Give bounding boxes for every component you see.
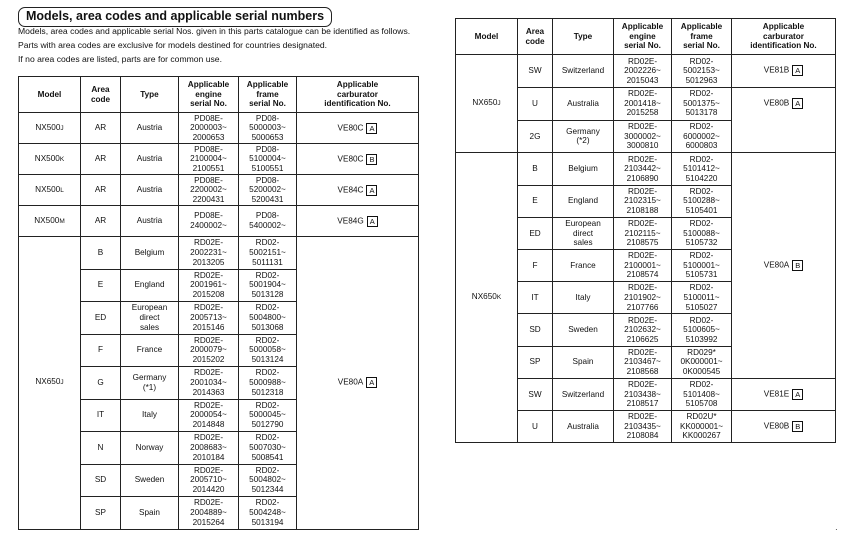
engine-serial-cell: PD08E- 2200002~ 2200431 xyxy=(179,175,239,206)
area-code-header: Area code xyxy=(518,19,553,55)
area-code-cell: N xyxy=(81,432,121,465)
frame-serial-header: Applicable frame serial No. xyxy=(672,19,732,55)
area-code-cell: 2G xyxy=(518,120,553,153)
engine-serial-cell: RD02E- 2103435~ 2108084 xyxy=(614,410,672,442)
carb-variant-box: A xyxy=(367,216,378,227)
area-code-cell: AR xyxy=(81,113,121,144)
type-cell: Belgium xyxy=(121,237,179,270)
frame-serial-cell: RD02- 5001904~ 5013128 xyxy=(239,269,297,302)
type-cell: Switzerland xyxy=(553,55,614,88)
frame-serial-cell: PD08- 5100004~ 5100551 xyxy=(239,144,297,175)
type-cell: Spain xyxy=(553,346,614,378)
carb-variant-box: A xyxy=(366,377,377,388)
intro-line-2: Parts with area codes are exclusive for models destined for countries designated. xyxy=(18,40,328,50)
frame-serial-cell: RD029* 0K000001~ 0K000545 xyxy=(672,346,732,378)
area-code-cell: F xyxy=(518,249,553,281)
engine-serial-cell: RD02E- 2103442~ 2106890 xyxy=(614,153,672,185)
area-code-cell: SW xyxy=(518,378,553,410)
serial-table-right xyxy=(455,18,836,443)
engine-serial-cell: RD02E- 2102632~ 2106625 xyxy=(614,314,672,346)
area-code-cell: IT xyxy=(518,282,553,314)
model-cell: NX500L xyxy=(19,175,81,206)
engine-serial-cell: RD02E- 2103438~ 2108517 xyxy=(614,378,672,410)
area-code-cell: U xyxy=(518,410,553,442)
engine-serial-cell: RD02E- 3000002~ 3000810 xyxy=(614,120,672,153)
engine-serial-cell: RD02E- 2002226~ 2015043 xyxy=(614,55,672,88)
carburator-id-header: Applicable carburator identification No. xyxy=(297,77,419,113)
engine-serial-cell: RD02E- 2001418~ 2015258 xyxy=(614,87,672,120)
area-code-cell: B xyxy=(81,237,121,270)
frame-serial-cell: RD02- 6000002~ 6000803 xyxy=(672,120,732,153)
engine-serial-cell: PD08E- 2400002~ xyxy=(179,206,239,237)
engine-serial-cell: RD02E- 2102315~ 2108188 xyxy=(614,185,672,217)
area-code-cell: ED xyxy=(81,302,121,335)
frame-serial-cell: RD02- 5007030~ 5008541 xyxy=(239,432,297,465)
engine-serial-cell: RD02E- 2100001~ 2108574 xyxy=(614,249,672,281)
type-cell: Austria xyxy=(121,206,179,237)
frame-serial-cell: PD08- 5000003~ 5000653 xyxy=(239,113,297,144)
frame-serial-cell: RD02- 5101412~ 5104220 xyxy=(672,153,732,185)
carb-variant-box: A xyxy=(366,185,377,196)
type-cell: Norway xyxy=(121,432,179,465)
section-title: Models, area codes and applicable serial numbers xyxy=(18,7,332,27)
type-cell: England xyxy=(121,269,179,302)
carb-variant-box: A xyxy=(792,98,803,109)
frame-serial-cell: RD02- 5100001~ 5105731 xyxy=(672,249,732,281)
engine-serial-cell: RD02E- 2000079~ 2015202 xyxy=(179,334,239,367)
intro-line-3: If no area codes are listed, parts are for common use. xyxy=(18,54,222,64)
area-code-cell: AR xyxy=(81,206,121,237)
carburator-cell xyxy=(732,120,836,153)
engine-serial-header: Applicable engine serial No. xyxy=(179,77,239,113)
carburator-id-header: Applicable carburator identification No. xyxy=(732,19,836,55)
frame-serial-cell: RD02- 5000045~ 5012790 xyxy=(239,399,297,432)
carburator-cell: VE80C A xyxy=(297,113,419,144)
model-cell: NX500K xyxy=(19,144,81,175)
area-code-cell: ED xyxy=(518,217,553,249)
area-code-cell: G xyxy=(81,367,121,400)
intro-line-1: Models, area codes and applicable serial Nos. given in this parts catalogue can be identified as follows. xyxy=(18,26,411,36)
carburator-cell: VE80B B xyxy=(732,410,836,442)
area-code-header: Area code xyxy=(81,77,121,113)
engine-serial-cell: RD02E- 2001034~ 2014363 xyxy=(179,367,239,400)
model-cell: NX650J xyxy=(456,55,518,153)
type-cell: Australia xyxy=(553,87,614,120)
carb-variant-box: B xyxy=(792,260,803,271)
carburator-cell: VE81E A xyxy=(732,378,836,410)
carburator-cell: VE80A A xyxy=(297,237,419,530)
engine-serial-cell: RD02E- 2102115~ 2108575 xyxy=(614,217,672,249)
type-cell: England xyxy=(553,185,614,217)
frame-serial-cell: RD02- 5100088~ 5105732 xyxy=(672,217,732,249)
frame-serial-cell: RD02- 5002153~ 5012963 xyxy=(672,55,732,88)
type-cell: European direct sales xyxy=(553,217,614,249)
engine-serial-header: Applicable engine serial No. xyxy=(614,19,672,55)
type-cell: Germany (*1) xyxy=(121,367,179,400)
area-code-cell: F xyxy=(81,334,121,367)
table-row xyxy=(19,237,419,270)
table-row xyxy=(456,153,836,185)
carburator-cell: VE80B A xyxy=(732,87,836,120)
carb-variant-box: A xyxy=(792,65,803,76)
frame-serial-cell: PD08- 5400002~ xyxy=(239,206,297,237)
engine-serial-cell: PD08E- 2000003~ 2000653 xyxy=(179,113,239,144)
area-code-cell: SD xyxy=(81,464,121,497)
carb-variant-box: B xyxy=(792,421,803,432)
carb-variant-box: A xyxy=(792,389,803,400)
model-header: Model xyxy=(19,77,81,113)
engine-serial-cell: RD02E- 2002231~ 2013205 xyxy=(179,237,239,270)
engine-serial-cell: RD02E- 2005713~ 2015146 xyxy=(179,302,239,335)
carburator-cell: VE84G A xyxy=(297,206,419,237)
type-cell: Austria xyxy=(121,175,179,206)
frame-serial-cell: RD02- 5100011~ 5105027 xyxy=(672,282,732,314)
frame-serial-cell: RD02- 5101408~ 5105708 xyxy=(672,378,732,410)
frame-serial-header: Applicable frame serial No. xyxy=(239,77,297,113)
table-row xyxy=(19,206,419,237)
model-header: Model xyxy=(456,19,518,55)
type-cell: Australia xyxy=(553,410,614,442)
type-cell: Spain xyxy=(121,497,179,530)
type-cell: Italy xyxy=(553,282,614,314)
engine-serial-cell: PD08E- 2100004~ 2100551 xyxy=(179,144,239,175)
type-cell: Sweden xyxy=(121,464,179,497)
carb-variant-box: B xyxy=(366,154,377,165)
area-code-cell: SW xyxy=(518,55,553,88)
area-code-cell: SP xyxy=(518,346,553,378)
area-code-cell: E xyxy=(518,185,553,217)
frame-serial-cell: RD02- 5004248~ 5013194 xyxy=(239,497,297,530)
carb-variant-box: A xyxy=(366,123,377,134)
type-cell: Germany (*2) xyxy=(553,120,614,153)
engine-serial-cell: RD02E- 2005710~ 2014420 xyxy=(179,464,239,497)
type-header: Type xyxy=(121,77,179,113)
frame-serial-cell: RD02- 5100288~ 5105401 xyxy=(672,185,732,217)
table-row xyxy=(19,113,419,144)
area-code-cell: AR xyxy=(81,175,121,206)
type-cell: Switzerland xyxy=(553,378,614,410)
frame-serial-cell: RD02- 5002151~ 5011131 xyxy=(239,237,297,270)
engine-serial-cell: RD02E- 2000054~ 2014848 xyxy=(179,399,239,432)
table-row xyxy=(19,144,419,175)
type-cell: Italy xyxy=(121,399,179,432)
type-cell: Austria xyxy=(121,113,179,144)
model-cell: NX650J xyxy=(19,237,81,530)
frame-serial-cell: PD08- 5200002~ 5200431 xyxy=(239,175,297,206)
engine-serial-cell: RD02E- 2004889~ 2015264 xyxy=(179,497,239,530)
frame-serial-cell: RD02- 5100605~ 5103992 xyxy=(672,314,732,346)
type-cell: France xyxy=(553,249,614,281)
table-row xyxy=(19,175,419,206)
model-cell: NX500M xyxy=(19,206,81,237)
area-code-cell: E xyxy=(81,269,121,302)
engine-serial-cell: RD02E- 2103467~ 2108568 xyxy=(614,346,672,378)
model-cell: NX500J xyxy=(19,113,81,144)
area-code-cell: U xyxy=(518,87,553,120)
type-cell: European direct sales xyxy=(121,302,179,335)
area-code-cell: B xyxy=(518,153,553,185)
frame-serial-cell: RD02- 5004802~ 5012344 xyxy=(239,464,297,497)
carburator-cell: VE84C A xyxy=(297,175,419,206)
frame-serial-cell: RD02- 5000988~ 5012318 xyxy=(239,367,297,400)
engine-serial-cell: RD02E- 2008683~ 2010184 xyxy=(179,432,239,465)
type-cell: Belgium xyxy=(553,153,614,185)
model-cell: NX650K xyxy=(456,153,518,443)
type-cell: Austria xyxy=(121,144,179,175)
area-code-cell: SP xyxy=(81,497,121,530)
carburator-cell: VE81B A xyxy=(732,55,836,88)
table-row xyxy=(456,55,836,88)
corner-mark: · xyxy=(835,525,838,534)
carburator-cell: VE80A B xyxy=(732,153,836,378)
frame-serial-cell: RD02U* KK000001~ KK000267 xyxy=(672,410,732,442)
area-code-cell: IT xyxy=(81,399,121,432)
frame-serial-cell: RD02- 5000058~ 5013124 xyxy=(239,334,297,367)
frame-serial-cell: RD02- 5001375~ 5013178 xyxy=(672,87,732,120)
area-code-cell: AR xyxy=(81,144,121,175)
area-code-cell: SD xyxy=(518,314,553,346)
carburator-cell: VE80C B xyxy=(297,144,419,175)
type-header: Type xyxy=(553,19,614,55)
serial-table-left xyxy=(18,76,419,530)
type-cell: France xyxy=(121,334,179,367)
type-cell: Sweden xyxy=(553,314,614,346)
engine-serial-cell: RD02E- 2101902~ 2107766 xyxy=(614,282,672,314)
engine-serial-cell: RD02E- 2001961~ 2015208 xyxy=(179,269,239,302)
frame-serial-cell: RD02- 5004800~ 5013068 xyxy=(239,302,297,335)
